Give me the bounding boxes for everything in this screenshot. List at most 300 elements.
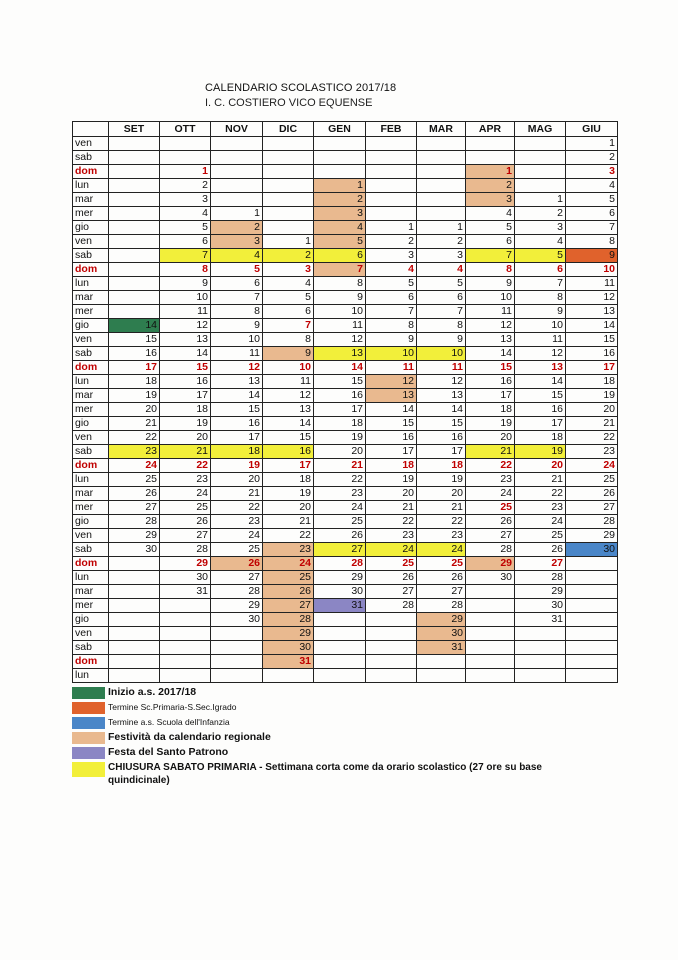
day-cell: 7 [366,305,417,319]
day-cell: 25 [366,557,417,571]
day-cell: 23 [211,515,263,529]
day-cell: 1 [263,235,314,249]
weekday-label: dom [73,655,109,669]
day-cell [417,165,466,179]
day-cell: 14 [109,319,160,333]
day-cell: 23 [263,543,314,557]
day-cell [366,179,417,193]
day-cell [466,669,515,683]
day-cell: 7 [566,221,618,235]
day-cell [515,641,566,655]
day-cell [515,165,566,179]
day-cell: 3 [160,193,211,207]
day-cell: 22 [263,529,314,543]
day-cell: 10 [211,333,263,347]
day-cell: 21 [466,445,515,459]
day-cell: 7 [515,277,566,291]
calendar-row [73,179,618,193]
legend-label: Termine Sc.Primaria-S.Sec.Igrado [108,702,237,712]
legend-label: Festa del Santo Patrono [108,746,229,758]
calendar-row [73,375,618,389]
day-cell: 14 [515,375,566,389]
weekday-label: dom [73,263,109,277]
weekday-label: lun [73,669,109,683]
day-cell: 16 [314,389,366,403]
day-cell [366,193,417,207]
calendar-row [73,403,618,417]
day-cell: 2 [566,151,618,165]
calendar-row [73,361,618,375]
day-cell: 2 [263,249,314,263]
day-cell: 12 [314,333,366,347]
school-calendar-table [72,121,618,683]
day-cell [109,179,160,193]
weekday-label: ven [73,627,109,641]
day-cell [109,165,160,179]
day-cell: 24 [109,459,160,473]
day-cell: 29 [211,599,263,613]
calendar-row [73,445,618,459]
day-cell: 22 [160,459,211,473]
day-cell: 21 [417,501,466,515]
day-cell: 9 [366,333,417,347]
day-cell: 20 [211,473,263,487]
day-cell: 12 [263,389,314,403]
day-cell: 27 [366,585,417,599]
day-cell: 29 [417,613,466,627]
day-cell: 25 [160,501,211,515]
day-cell [515,655,566,669]
day-cell: 8 [314,277,366,291]
day-cell: 4 [263,277,314,291]
calendar-row [73,431,618,445]
calendar-row [73,207,618,221]
month-header-mar: MAR [417,122,466,137]
day-cell: 10 [417,347,466,361]
day-cell [160,641,211,655]
calendar-row [73,613,618,627]
day-cell: 18 [366,459,417,473]
day-cell: 26 [263,585,314,599]
month-header-nov: NOV [211,122,263,137]
day-cell [109,613,160,627]
day-cell: 17 [160,389,211,403]
day-cell: 21 [211,487,263,501]
school-name: I. C. COSTIERO VICO EQUENSE [205,97,373,109]
day-cell: 19 [109,389,160,403]
day-cell: 29 [109,529,160,543]
day-cell: 6 [160,235,211,249]
day-cell: 22 [366,515,417,529]
day-cell: 20 [263,501,314,515]
day-cell: 28 [160,543,211,557]
day-cell: 11 [466,305,515,319]
day-cell: 14 [160,347,211,361]
day-cell: 4 [566,179,618,193]
day-cell: 3 [566,165,618,179]
month-header-giu: GIU [566,122,618,137]
day-cell [109,585,160,599]
day-cell: 24 [566,459,618,473]
day-cell: 30 [263,641,314,655]
day-cell [109,599,160,613]
day-cell: 26 [211,557,263,571]
day-cell: 15 [417,417,466,431]
day-cell [366,613,417,627]
calendar-row [73,543,618,557]
day-cell [109,235,160,249]
day-cell: 20 [466,431,515,445]
day-cell: 3 [366,249,417,263]
day-cell: 1 [314,179,366,193]
weekday-label: dom [73,165,109,179]
legend [72,686,632,789]
day-cell: 1 [160,165,211,179]
day-cell: 22 [417,515,466,529]
day-cell [417,137,466,151]
day-cell: 15 [366,417,417,431]
day-cell: 8 [466,263,515,277]
day-cell [566,571,618,585]
day-cell: 18 [263,473,314,487]
day-cell [160,137,211,151]
day-cell: 24 [160,487,211,501]
day-cell: 6 [211,277,263,291]
day-cell: 16 [417,431,466,445]
day-cell: 7 [263,319,314,333]
day-cell: 5 [566,193,618,207]
calendar-row [73,459,618,473]
day-cell: 13 [366,389,417,403]
day-cell [515,669,566,683]
weekday-label: dom [73,557,109,571]
weekday-label: mar [73,487,109,501]
day-cell [466,585,515,599]
day-cell: 29 [466,557,515,571]
day-cell: 6 [366,291,417,305]
day-cell: 25 [109,473,160,487]
day-cell: 5 [366,277,417,291]
day-cell [211,165,263,179]
day-cell: 16 [566,347,618,361]
calendar-row [73,263,618,277]
day-cell: 13 [211,375,263,389]
day-cell: 14 [314,361,366,375]
weekday-label: gio [73,221,109,235]
day-cell: 2 [466,179,515,193]
day-cell: 6 [515,263,566,277]
day-cell: 27 [566,501,618,515]
day-cell [263,151,314,165]
day-cell [466,627,515,641]
day-cell [466,655,515,669]
legend-item-start [72,686,632,699]
calendar-row [73,571,618,585]
day-cell [566,627,618,641]
day-cell: 5 [515,249,566,263]
day-cell: 21 [109,417,160,431]
day-cell [109,137,160,151]
day-cell: 25 [263,571,314,585]
day-cell: 19 [314,431,366,445]
day-cell [211,193,263,207]
day-cell [314,655,366,669]
day-cell: 16 [515,403,566,417]
day-cell: 26 [466,515,515,529]
corner-cell [73,122,109,137]
day-cell: 18 [466,403,515,417]
day-cell [417,151,466,165]
day-cell: 25 [515,529,566,543]
day-cell: 19 [160,417,211,431]
day-cell: 24 [515,515,566,529]
day-cell [109,627,160,641]
day-cell: 28 [109,515,160,529]
day-cell [566,669,618,683]
day-cell: 6 [263,305,314,319]
weekday-label: ven [73,333,109,347]
day-cell: 22 [466,459,515,473]
day-cell: 30 [566,543,618,557]
weekday-label: ven [73,529,109,543]
day-cell: 20 [566,403,618,417]
weekday-label: lun [73,179,109,193]
legend-item-patron [72,746,632,759]
day-cell: 19 [566,389,618,403]
weekday-label: lun [73,473,109,487]
day-cell: 25 [314,515,366,529]
day-cell: 29 [263,627,314,641]
day-cell: 3 [263,263,314,277]
day-cell: 15 [263,431,314,445]
calendar-row [73,487,618,501]
month-header-set: SET [109,122,160,137]
day-cell [366,137,417,151]
day-cell: 8 [417,319,466,333]
legend-swatch [72,747,105,759]
day-cell: 23 [417,529,466,543]
weekday-label: mer [73,207,109,221]
day-cell: 25 [211,543,263,557]
calendar-row [73,151,618,165]
weekday-label: ven [73,431,109,445]
day-cell [109,557,160,571]
day-cell [515,179,566,193]
day-cell [314,165,366,179]
calendar-row [73,319,618,333]
legend-swatch [72,717,105,729]
day-cell: 17 [515,417,566,431]
legend-swatch [72,762,105,777]
calendar-row [73,655,618,669]
day-cell: 2 [211,221,263,235]
day-cell [466,137,515,151]
day-cell: 28 [515,571,566,585]
weekday-label: mar [73,389,109,403]
day-cell: 4 [515,235,566,249]
day-cell: 12 [566,291,618,305]
day-cell: 21 [263,515,314,529]
day-cell [160,655,211,669]
day-cell: 6 [566,207,618,221]
day-cell: 24 [314,501,366,515]
day-cell: 14 [417,403,466,417]
day-cell: 22 [515,487,566,501]
day-cell: 19 [515,445,566,459]
day-cell: 11 [515,333,566,347]
day-cell: 21 [515,473,566,487]
day-cell: 26 [109,487,160,501]
calendar-row [73,347,618,361]
day-cell: 5 [466,221,515,235]
legend-label: CHIUSURA SABATO PRIMARIA - Settimana corta come da orario scolastico (27 ore su base quindicinale) [108,762,542,786]
day-cell: 16 [160,375,211,389]
legend-label: Festività da calendario regionale [108,731,271,743]
day-cell: 6 [314,249,366,263]
day-cell: 15 [314,375,366,389]
day-cell: 11 [263,375,314,389]
calendar-row [73,557,618,571]
day-cell: 11 [211,347,263,361]
weekday-label: mar [73,193,109,207]
day-cell: 9 [417,333,466,347]
day-cell: 17 [211,431,263,445]
day-cell: 17 [417,445,466,459]
day-cell: 17 [109,361,160,375]
day-cell: 10 [466,291,515,305]
day-cell: 25 [566,473,618,487]
day-cell: 3 [211,235,263,249]
weekday-label: gio [73,319,109,333]
day-cell: 12 [417,375,466,389]
day-cell: 19 [417,473,466,487]
day-cell: 29 [515,585,566,599]
day-cell [515,151,566,165]
day-cell: 9 [160,277,211,291]
day-cell [515,137,566,151]
day-cell: 15 [566,333,618,347]
day-cell: 11 [417,361,466,375]
weekday-label: ven [73,137,109,151]
calendar-row [73,389,618,403]
day-cell: 22 [211,501,263,515]
day-cell: 24 [466,487,515,501]
day-cell [566,585,618,599]
day-cell: 4 [314,221,366,235]
day-cell: 28 [211,585,263,599]
day-cell [417,193,466,207]
day-cell: 2 [314,193,366,207]
calendar-row [73,221,618,235]
day-cell: 7 [417,305,466,319]
day-cell: 20 [109,403,160,417]
day-cell: 26 [160,515,211,529]
day-cell: 1 [366,221,417,235]
day-cell: 27 [515,557,566,571]
day-cell [263,165,314,179]
day-cell [366,207,417,221]
day-cell: 7 [160,249,211,263]
day-cell: 30 [466,571,515,585]
day-cell: 15 [160,361,211,375]
day-cell: 14 [366,403,417,417]
calendar-row [73,291,618,305]
day-cell: 12 [160,319,211,333]
day-cell: 4 [466,207,515,221]
day-cell: 6 [417,291,466,305]
day-cell: 31 [160,585,211,599]
day-cell: 8 [566,235,618,249]
day-cell: 7 [466,249,515,263]
day-cell [566,655,618,669]
day-cell: 11 [366,361,417,375]
day-cell [109,249,160,263]
month-header-ott: OTT [160,122,211,137]
day-cell: 15 [211,403,263,417]
day-cell: 14 [466,347,515,361]
legend-item-end-infancy [72,716,632,729]
day-cell: 26 [566,487,618,501]
day-cell [109,571,160,585]
day-cell: 30 [417,627,466,641]
day-cell: 19 [263,487,314,501]
day-cell: 17 [466,389,515,403]
day-cell: 2 [366,235,417,249]
day-cell: 7 [314,263,366,277]
day-cell: 31 [417,641,466,655]
month-header-gen: GEN [314,122,366,137]
day-cell: 27 [263,599,314,613]
day-cell: 20 [515,459,566,473]
day-cell: 14 [211,389,263,403]
day-cell: 22 [566,431,618,445]
day-cell: 5 [263,291,314,305]
day-cell: 18 [566,375,618,389]
day-cell: 28 [417,599,466,613]
day-cell [109,669,160,683]
weekday-label: mar [73,291,109,305]
day-cell: 6 [466,235,515,249]
day-cell: 16 [211,417,263,431]
day-cell: 13 [417,389,466,403]
day-cell [366,669,417,683]
day-cell: 3 [417,249,466,263]
day-cell [417,669,466,683]
day-cell [263,193,314,207]
day-cell [109,221,160,235]
day-cell: 1 [466,165,515,179]
weekday-label: mer [73,501,109,515]
day-cell [314,613,366,627]
legend-item-end-primary [72,701,632,714]
day-cell: 25 [417,557,466,571]
day-cell: 12 [211,361,263,375]
day-cell: 17 [314,403,366,417]
day-cell: 26 [515,543,566,557]
calendar-row [73,627,618,641]
calendar-row [73,585,618,599]
day-cell: 3 [515,221,566,235]
calendar-row [73,641,618,655]
month-header-apr: APR [466,122,515,137]
day-cell: 19 [466,417,515,431]
day-cell: 30 [109,543,160,557]
day-cell: 23 [466,473,515,487]
day-cell: 11 [566,277,618,291]
day-cell: 4 [417,263,466,277]
day-cell: 10 [314,305,366,319]
day-cell [314,627,366,641]
